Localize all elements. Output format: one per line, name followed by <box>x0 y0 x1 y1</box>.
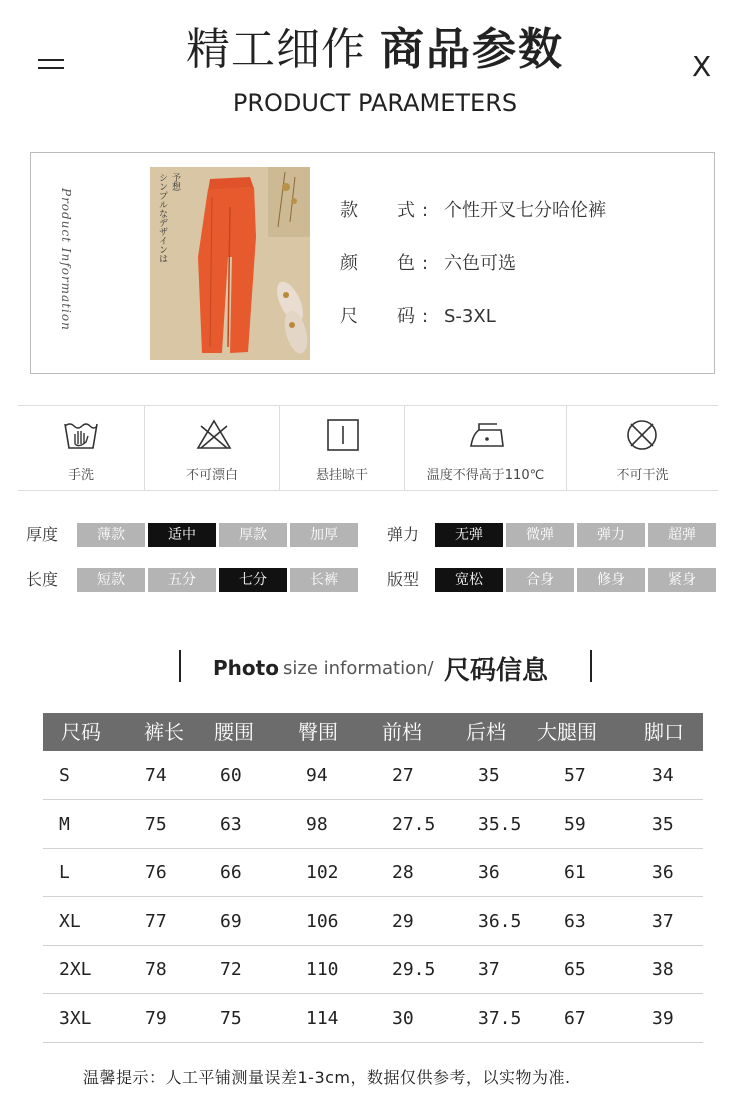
table-cell: 35.5 <box>478 813 522 835</box>
table-cell: 75 <box>220 1008 242 1029</box>
table-cell: 110 <box>306 959 339 981</box>
param-row-size <box>340 302 670 332</box>
thickness-option-selected[interactable]: 适中 <box>148 523 216 547</box>
table-cell: XL <box>59 910 81 932</box>
care-label: 悬挂晾干 <box>315 468 368 483</box>
table-cell: 77 <box>145 910 167 932</box>
table-cell: 60 <box>220 765 242 786</box>
param-value: 六色可选 <box>444 253 516 274</box>
table-row <box>43 848 703 897</box>
attr-thickness <box>26 523 360 547</box>
table-row <box>43 800 703 849</box>
care-no-bleach <box>145 406 280 490</box>
care-hang-dry <box>280 406 405 490</box>
hang-dry-icon <box>325 418 361 452</box>
table-header-cell: 后档 <box>466 720 506 744</box>
length-option[interactable]: 长裤 <box>290 568 358 592</box>
length-option[interactable]: 五分 <box>148 568 216 592</box>
table-cell: 2XL <box>59 959 92 981</box>
table-cell: 61 <box>564 862 586 884</box>
table-cell: 66 <box>220 862 242 884</box>
thickness-option[interactable]: 薄款 <box>77 523 145 547</box>
table-cell: 39 <box>652 1008 674 1029</box>
table-row <box>43 945 703 994</box>
table-cell: 102 <box>306 862 339 884</box>
table-cell: 29.5 <box>392 959 436 981</box>
length-option[interactable]: 短款 <box>77 568 145 592</box>
table-cell: 63 <box>220 813 242 835</box>
section-photo-label: Photo <box>213 656 279 680</box>
table-header-cell: 脚口 <box>644 720 684 744</box>
table-row <box>43 751 703 800</box>
thickness-option[interactable]: 加厚 <box>290 523 358 547</box>
table-header-cell: 腰围 <box>214 720 254 744</box>
table-cell: 37 <box>652 910 674 932</box>
table-cell: 27.5 <box>392 813 436 835</box>
hand-wash-icon <box>62 418 100 452</box>
table-cell: 67 <box>564 1008 586 1029</box>
care-label: 不可漂白 <box>185 468 238 483</box>
table-cell: 59 <box>564 813 586 835</box>
table-header-cell: 尺码 <box>61 720 101 744</box>
measurement-tip <box>0 1050 750 1105</box>
table-cell: 69 <box>220 910 242 932</box>
table-cell: 28 <box>392 862 414 884</box>
param-colon: : <box>422 253 429 274</box>
table-cell: 74 <box>145 765 167 786</box>
size-table-header <box>43 713 703 751</box>
param-key: 码 <box>397 306 415 327</box>
care-no-dry-clean <box>567 406 718 490</box>
care-iron <box>405 406 567 490</box>
fit-option[interactable]: 修身 <box>577 568 645 592</box>
table-cell: 30 <box>392 1008 414 1029</box>
fit-option-selected[interactable]: 宽松 <box>435 568 503 592</box>
title-regular: 精工细作 <box>186 24 366 75</box>
table-cell: 36 <box>652 862 674 884</box>
section-size-info-label: size information/ <box>283 658 434 679</box>
table-cell: 106 <box>306 910 339 932</box>
fit-option[interactable]: 紧身 <box>648 568 716 592</box>
attr-label: 版型 <box>387 570 420 589</box>
table-cell: 35 <box>478 765 500 786</box>
care-label: 温度不得高于110℃ <box>426 468 545 483</box>
care-hand-wash <box>18 406 145 490</box>
param-colon: : <box>422 200 429 221</box>
no-bleach-icon <box>195 418 233 452</box>
table-cell: 76 <box>145 862 167 884</box>
param-key: 尺 <box>340 306 358 327</box>
table-cell: 65 <box>564 959 586 981</box>
table-header-cell: 前档 <box>382 720 422 744</box>
table-cell: 72 <box>220 959 242 981</box>
care-label: 不可干洗 <box>616 468 669 483</box>
table-cell: 29 <box>392 910 414 932</box>
table-cell: 37 <box>478 959 500 981</box>
table-cell: 75 <box>145 813 167 835</box>
table-cell: M <box>59 813 70 835</box>
attr-elasticity <box>387 523 719 547</box>
param-key: 颜 <box>340 253 358 274</box>
elasticity-option[interactable]: 微弹 <box>506 523 574 547</box>
param-row-color <box>340 249 670 279</box>
attr-fit <box>387 568 719 592</box>
care-instructions <box>18 405 718 491</box>
table-cell: 114 <box>306 1008 339 1029</box>
table-cell: 57 <box>564 765 586 786</box>
close-icon[interactable]: X <box>692 50 712 83</box>
attr-label: 弹力 <box>387 525 420 544</box>
table-cell: 34 <box>652 765 674 786</box>
table-cell: 78 <box>145 959 167 981</box>
table-cell: 36.5 <box>478 910 522 932</box>
table-cell: 38 <box>652 959 674 981</box>
image-caption-jp-2: 予想 <box>170 173 180 191</box>
elasticity-option-selected[interactable]: 无弹 <box>435 523 503 547</box>
no-dry-clean-icon <box>623 418 661 452</box>
section-title-cn: 尺码信息 <box>444 656 549 686</box>
divider-bar <box>590 650 592 682</box>
product-image <box>150 167 310 360</box>
param-value: 个性开叉七分哈伦裤 <box>444 200 606 221</box>
table-cell: 98 <box>306 813 328 835</box>
table-cell: 27 <box>392 765 414 786</box>
table-cell: S <box>59 765 70 786</box>
elasticity-option[interactable]: 弹力 <box>577 523 645 547</box>
table-row <box>43 897 703 946</box>
attr-label: 厚度 <box>26 525 59 544</box>
table-cell: 63 <box>564 910 586 932</box>
product-information-caption: Product Information <box>59 188 73 331</box>
param-row-style <box>340 196 670 226</box>
length-option-selected[interactable]: 七分 <box>219 568 287 592</box>
param-key: 款 <box>340 200 358 221</box>
page-title <box>0 22 750 78</box>
table-row <box>43 994 703 1043</box>
param-key: 式 <box>397 200 415 221</box>
table-cell: 36 <box>478 862 500 884</box>
table-header-cell: 裤长 <box>144 720 184 744</box>
iron-icon <box>467 418 507 452</box>
page-subtitle: PRODUCT PARAMETERS <box>232 89 518 117</box>
care-label: 手洗 <box>67 468 94 483</box>
table-cell: 94 <box>306 765 328 786</box>
table-cell: L <box>59 862 70 884</box>
param-colon: : <box>422 306 429 327</box>
param-key: 色 <box>397 253 415 274</box>
tip-text: 温馨提示：人工平铺测量误差1-3cm，数据仅供参考，以实物为准. <box>83 1068 571 1087</box>
table-cell: 37.5 <box>478 1008 522 1029</box>
param-value: S-3XL <box>444 306 496 327</box>
size-section-header <box>0 648 750 688</box>
divider-bar <box>179 650 181 682</box>
table-cell: 35 <box>652 813 674 835</box>
table-header-cell: 臀围 <box>298 720 338 744</box>
attr-length <box>26 568 360 592</box>
elasticity-option[interactable]: 超弹 <box>648 523 716 547</box>
fit-option[interactable]: 合身 <box>506 568 574 592</box>
table-header-cell: 大腿围 <box>537 720 597 744</box>
table-cell: 3XL <box>59 1008 92 1029</box>
title-bold: 商品参数 <box>380 24 564 75</box>
pants-illustration <box>150 167 310 360</box>
attr-label: 长度 <box>26 570 59 589</box>
image-caption-jp: シンプルなデザインは <box>157 173 167 263</box>
thickness-option[interactable]: 厚款 <box>219 523 287 547</box>
table-cell: 79 <box>145 1008 167 1029</box>
